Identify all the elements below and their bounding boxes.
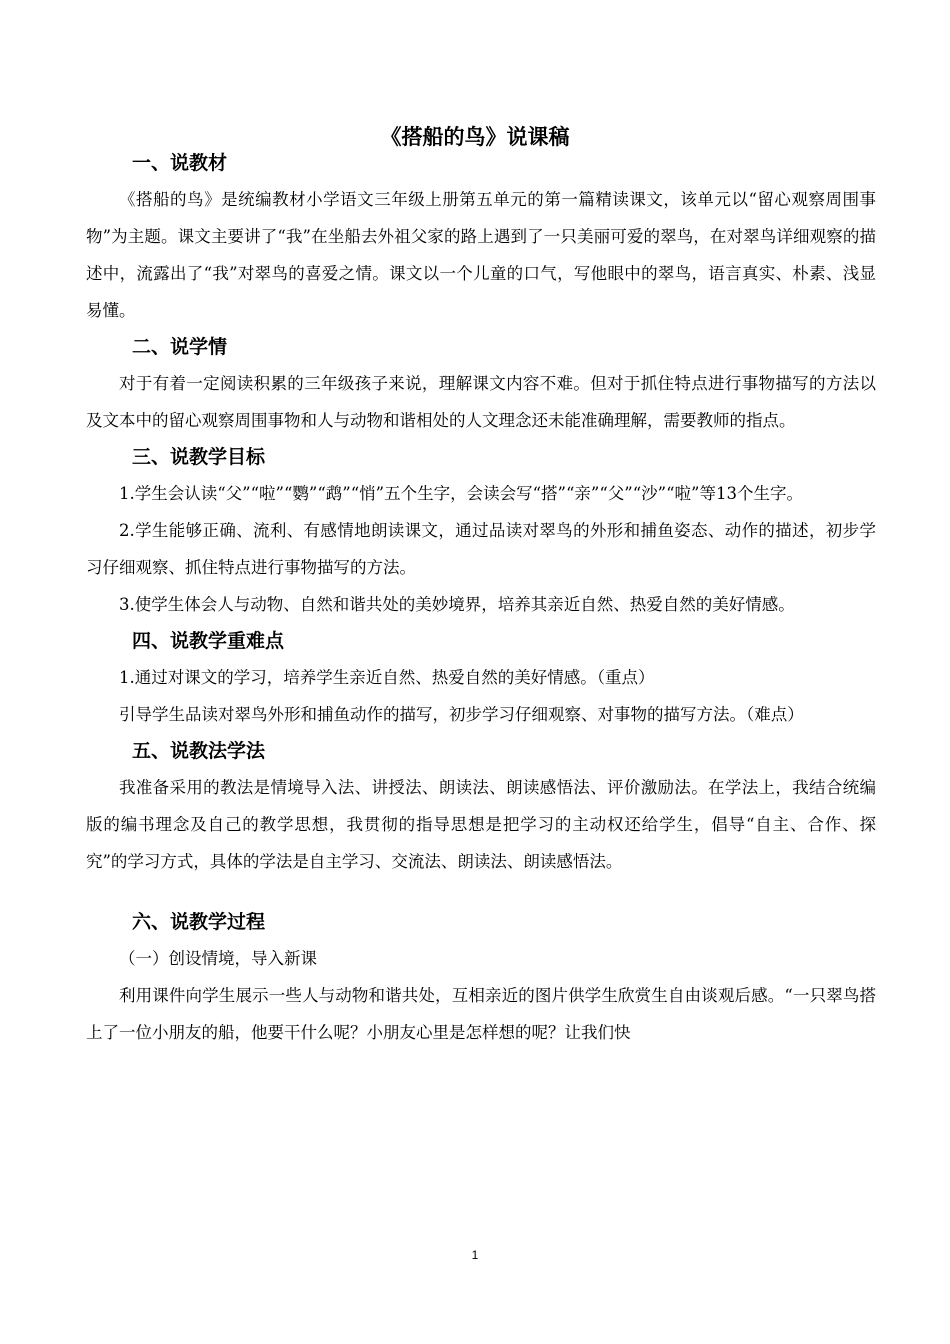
subheading: （一）创设情境，导入新课 xyxy=(119,949,317,968)
page-number: 1 xyxy=(471,1248,479,1262)
section-heading-textbook: 一、说教材 xyxy=(132,152,228,174)
section-heading-process: 六、说教学过程 xyxy=(132,911,266,933)
paragraph: 利用课件向学生展示一些人与动物和谐共处，互相亲近的图片供学生欣赏生自由谈观后感。“一只翠鸟搭上了一位小朋友的船，他要干什么呢？小朋友心里是怎样想的呢？让我们快 xyxy=(86,986,876,1042)
section-heading-objectives: 三、说教学目标 xyxy=(132,446,266,468)
section-heading-methods: 五、说教法学法 xyxy=(132,740,266,762)
blank-line xyxy=(86,880,876,904)
paragraph: 2.学生能够正确、流利、有感情地朗读课文，通过品读对翠鸟的外形和捕鱼姿态、动作的描述，初步学习仔细观察、抓住特点进行事物描写的方法。 xyxy=(86,521,876,577)
paragraph: 我准备采用的教法是情境导入法、讲授法、朗读法、朗读感悟法、评价激励法。在学法上，我结合统编版的编书理念及自己的教学思想，我贯彻的指导思想是把学习的主动权还给学生，倡导“自主、合作、探究”的学习方式，具体的学法是自主学习、交流法、朗读法、朗读感悟法。 xyxy=(86,778,876,871)
paragraph: 引导学生品读对翠鸟外形和捕鱼动作的描写，初步学习仔细观察、对事物的描写方法。（难点） xyxy=(119,705,804,724)
paragraph: 1.学生会认读“父”“啦”“鹦”“鹉”“悄”五个生字，会读会写“搭”“亲”“父”“沙”“啦”等13个生字。 xyxy=(119,484,803,503)
paragraph: 对于有着一定阅读积累的三年级孩子来说，理解课文内容不难。但对于抓住特点进行事物描写的方法以及文本中的留心观察周围事物和人与动物和谐相处的人文理念还未能准确理解，需要教师的指点。 xyxy=(86,374,876,430)
paragraph: 3.使学生体会人与动物、自然和谐共处的美妙境界，培养其亲近自然、热爱自然的美好情感。 xyxy=(119,595,795,614)
document-body xyxy=(86,145,876,1051)
document-title: 《搭船的鸟》说课稿 xyxy=(380,125,570,149)
paragraph: 《搭船的鸟》是统编教材小学语文三年级上册第五单元的第一篇精读课文，该单元以“留心观察周围事物”为主题。课文主要讲了“我”在坐船去外祖父家的路上遇到了一只美丽可爱的翠鸟，在对翠鸟详细观察的描述中，流露出了“我”对翠鸟的喜爱之情。课文以一个儿童的口气，写他眼中的翠鸟，语言真实、朴素、浅显易懂。 xyxy=(86,190,876,320)
section-heading-learners: 二、说学情 xyxy=(132,336,228,358)
section-heading-key-points: 四、说教学重难点 xyxy=(132,630,285,652)
paragraph: 1.通过对课文的学习，培养学生亲近自然、热爱自然的美好情感。（重点） xyxy=(119,668,655,687)
